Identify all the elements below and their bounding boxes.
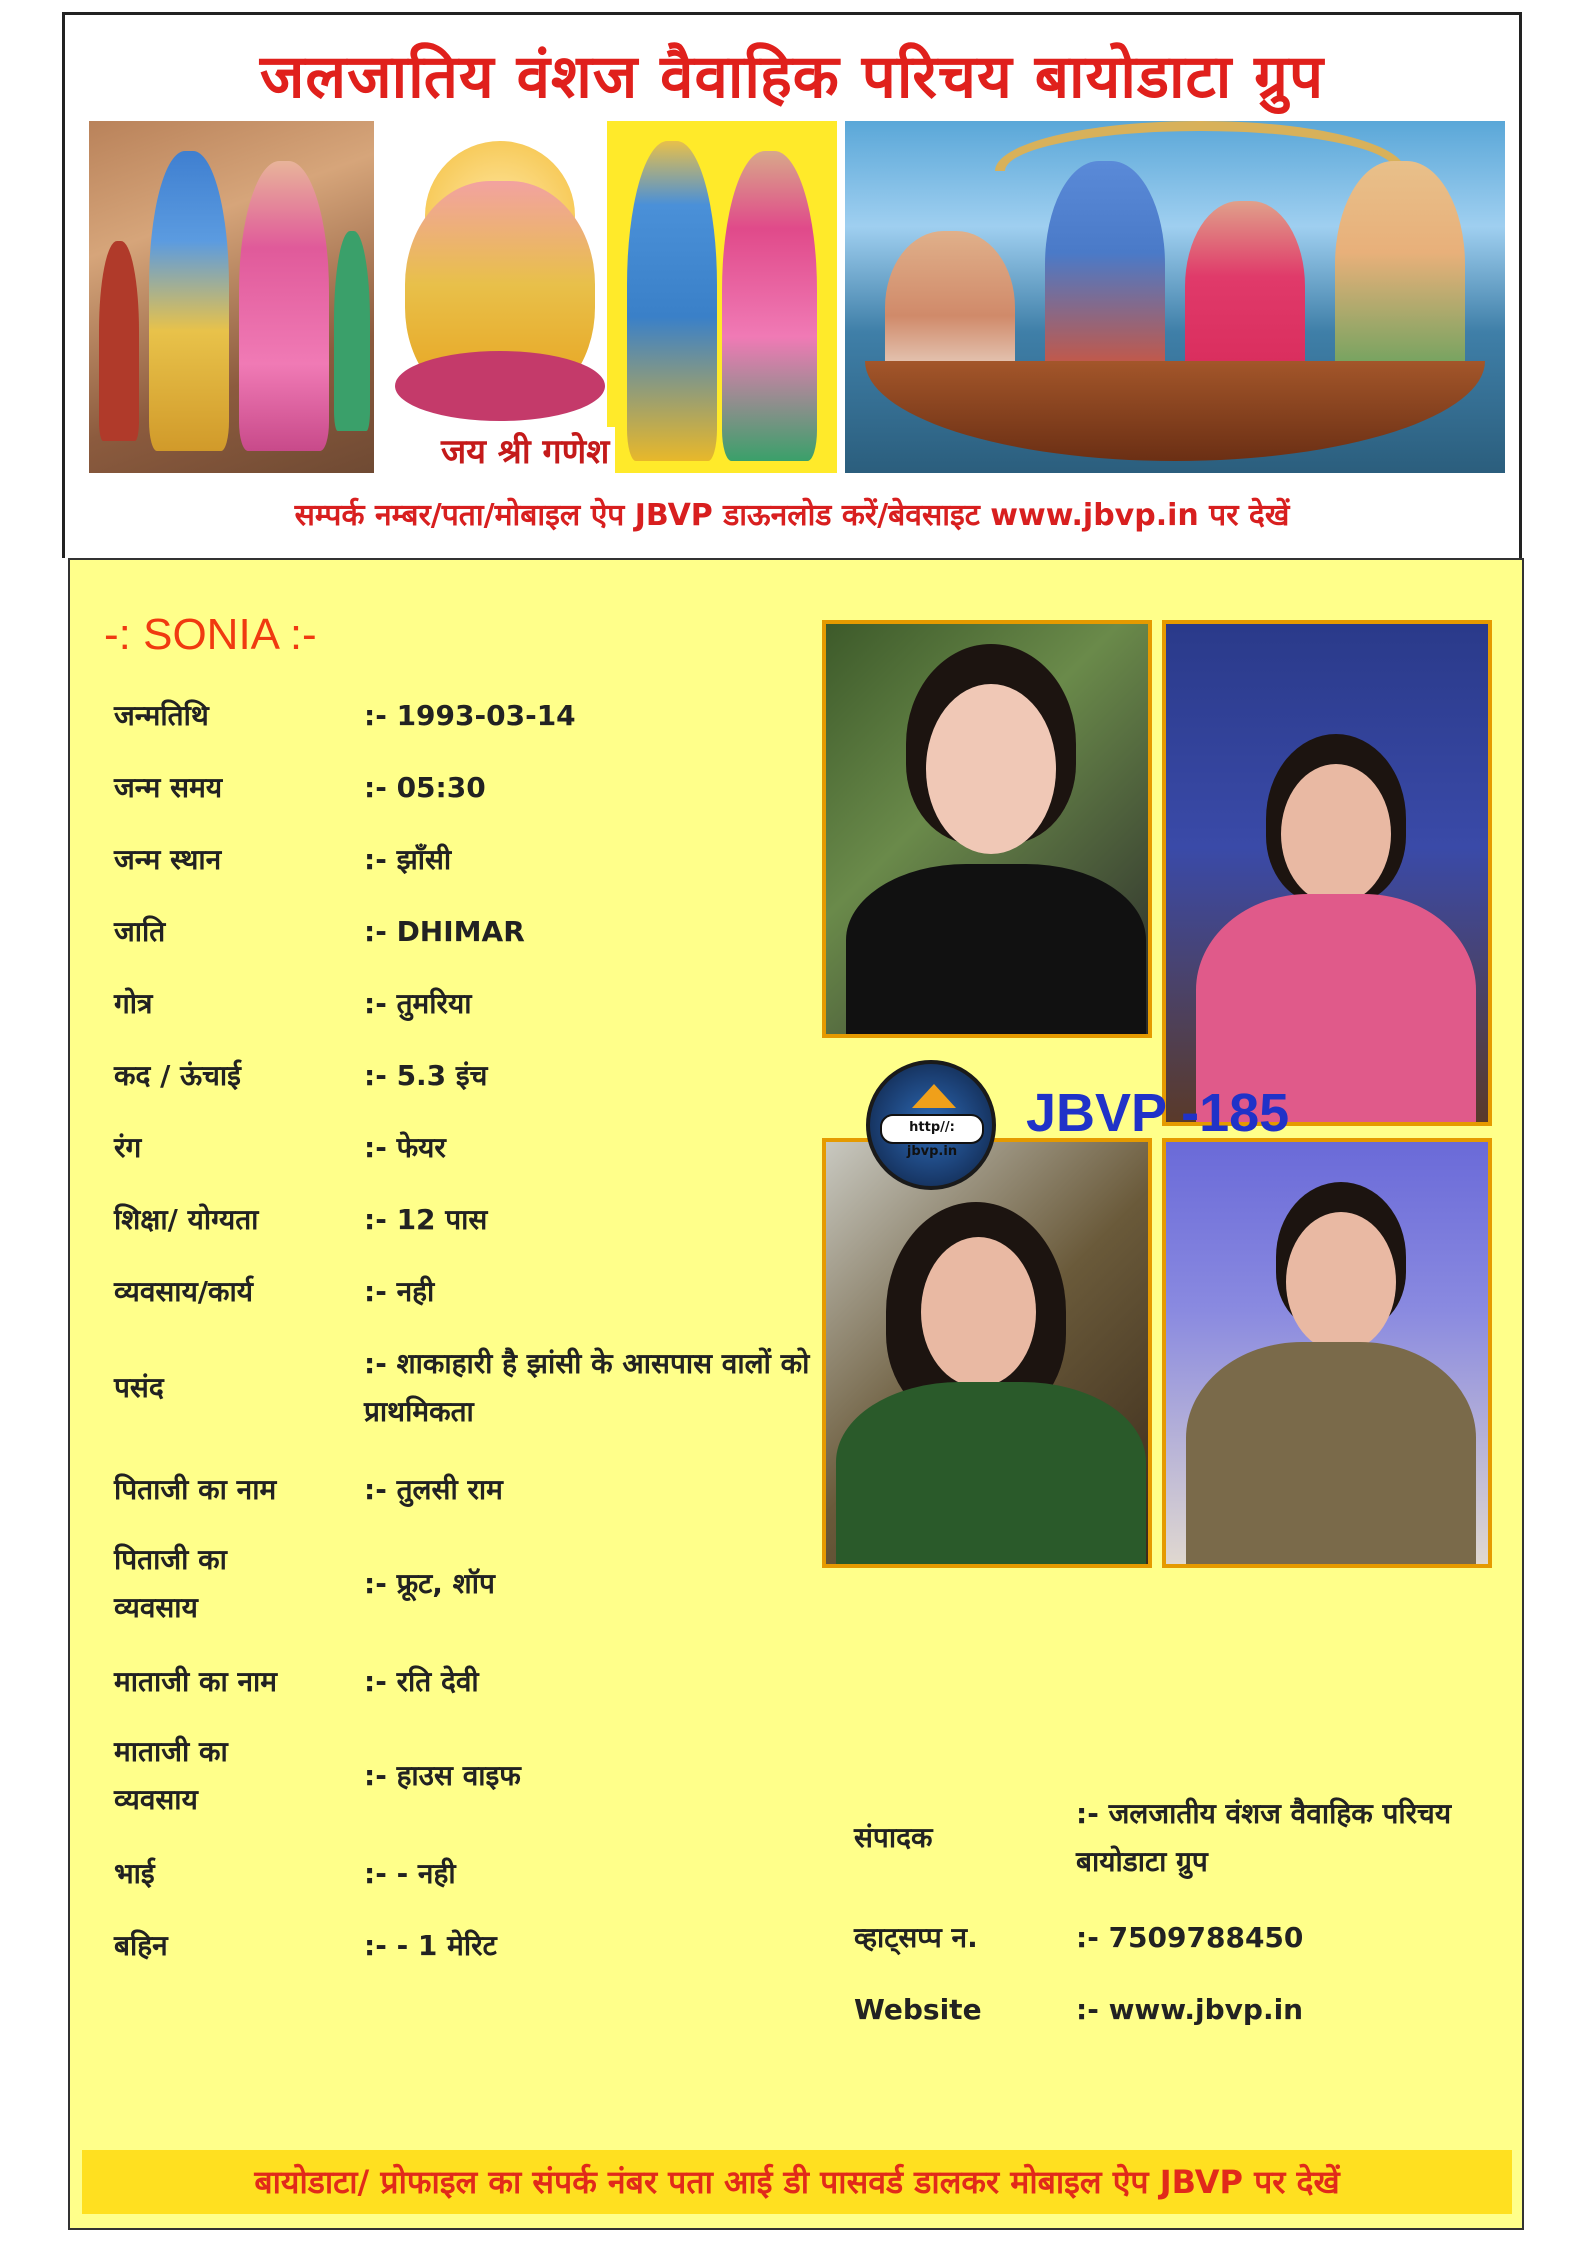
- field-row: [114, 1536, 814, 1646]
- candidate-name: -: SONIA :-: [104, 610, 317, 659]
- field-row: [114, 764, 814, 824]
- website-row: [854, 1986, 1494, 2046]
- field-row: [114, 1466, 814, 1526]
- candidate-photo-3: [822, 1138, 1152, 1568]
- editor-row: [854, 1790, 1494, 1900]
- field-label: व्यवसाय/कार्य: [114, 1275, 254, 1308]
- field-value: :- नही: [364, 1275, 435, 1308]
- field-row: [114, 980, 814, 1040]
- website-label: Website: [854, 1993, 982, 2026]
- field-row: [114, 908, 814, 968]
- field-row: [114, 1196, 814, 1256]
- field-label: गोत्र: [114, 987, 153, 1020]
- header-banner: [62, 12, 1522, 558]
- field-value: :- हाउस वाइफ: [364, 1759, 521, 1792]
- jbvp-logo: [866, 1060, 996, 1190]
- biodata-card: [68, 558, 1524, 2230]
- group-title: जलजातिय वंशज वैवाहिक परिचय बायोडाटा ग्रुप: [259, 42, 1325, 112]
- logo-text: http//: jbvp.in: [880, 1114, 984, 1144]
- field-value: :- रति देवी: [364, 1665, 479, 1698]
- field-row: [114, 692, 814, 752]
- candidate-photo-2: [1162, 620, 1492, 1126]
- contact-line: सम्पर्क नम्बर/पता/मोबाइल ऐप JBVP डाऊनलोड करें/बेवसाइट www.jbvp.in पर देखें: [294, 498, 1290, 533]
- field-value: :- 05:30: [364, 771, 486, 804]
- field-label: शिक्षा/ योग्यता: [114, 1203, 259, 1236]
- field-label: माताजी का व्यवसाय: [114, 1735, 228, 1816]
- field-value: :- शाकाहारी है झांसी के आसपास वालों को प्राथमिकता: [364, 1347, 810, 1428]
- ram-sita-wedding-image: [89, 121, 374, 473]
- field-label: जाति: [114, 915, 166, 948]
- ram-sita-image: [607, 121, 837, 473]
- field-label: कद / ऊंचाई: [114, 1059, 241, 1092]
- field-label: पसंद: [114, 1371, 164, 1404]
- field-row: [114, 1268, 814, 1328]
- field-value: :- तुलसी राम: [364, 1473, 503, 1506]
- field-value: :- - नही: [364, 1857, 456, 1890]
- field-row: [114, 1850, 814, 1910]
- field-label: पिताजी का व्यवसाय: [114, 1543, 227, 1624]
- whatsapp-label: व्हाट्सप्प न.: [854, 1921, 978, 1954]
- field-value: :- 5.3 इंच: [364, 1059, 488, 1092]
- field-row: [114, 1052, 814, 1112]
- editor-value: :- जलजातीय वंशज वैवाहिक परिचय बायोडाटा ग्रुप: [1076, 1797, 1452, 1878]
- field-row: [114, 836, 814, 896]
- field-value: :- तुमरिया: [364, 987, 472, 1020]
- field-row: [114, 1658, 814, 1718]
- field-value: :- 12 पास: [364, 1203, 488, 1236]
- field-label: पिताजी का नाम: [114, 1473, 277, 1506]
- field-label: रंग: [114, 1131, 142, 1164]
- field-row: [114, 1124, 814, 1184]
- footer-notice: बायोडाटा/ प्रोफाइल का संपर्क नंबर पता आई डी पासवर्ड डालकर मोबाइल ऐप JBVP पर देखें: [82, 2150, 1512, 2214]
- whatsapp-number: :- 7509788450: [1076, 1921, 1304, 1954]
- field-value: :- - 1 मेरिट: [364, 1929, 497, 1962]
- profile-id: JBVP -185: [1026, 1083, 1290, 1143]
- website-link[interactable]: :- www.jbvp.in: [1076, 1993, 1304, 2026]
- field-label: जन्मतिथि: [114, 699, 209, 732]
- field-value: :- फ्रूट, शॉप: [364, 1567, 495, 1600]
- field-value: :- DHIMAR: [364, 915, 525, 948]
- field-label: बहिन: [114, 1929, 168, 1962]
- candidate-photo-1: [822, 620, 1152, 1038]
- field-value: :- झाँसी: [364, 843, 452, 876]
- whatsapp-row: [854, 1914, 1494, 1974]
- candidate-photo-4: [1162, 1138, 1492, 1568]
- ganesh-caption: जय श्री गणेश: [435, 427, 615, 473]
- editor-label: संपादक: [854, 1821, 933, 1854]
- field-label: जन्म स्थान: [114, 843, 222, 876]
- field-label: भाई: [114, 1857, 155, 1890]
- field-row: [114, 1728, 814, 1838]
- field-row: [114, 1340, 814, 1450]
- field-value: :- फेयर: [364, 1131, 446, 1164]
- field-label: जन्म समय: [114, 771, 223, 804]
- field-label: माताजी का नाम: [114, 1665, 278, 1698]
- field-value: :- 1993-03-14: [364, 699, 576, 732]
- boat-scene-image: [845, 121, 1505, 473]
- field-row: [114, 1922, 814, 1982]
